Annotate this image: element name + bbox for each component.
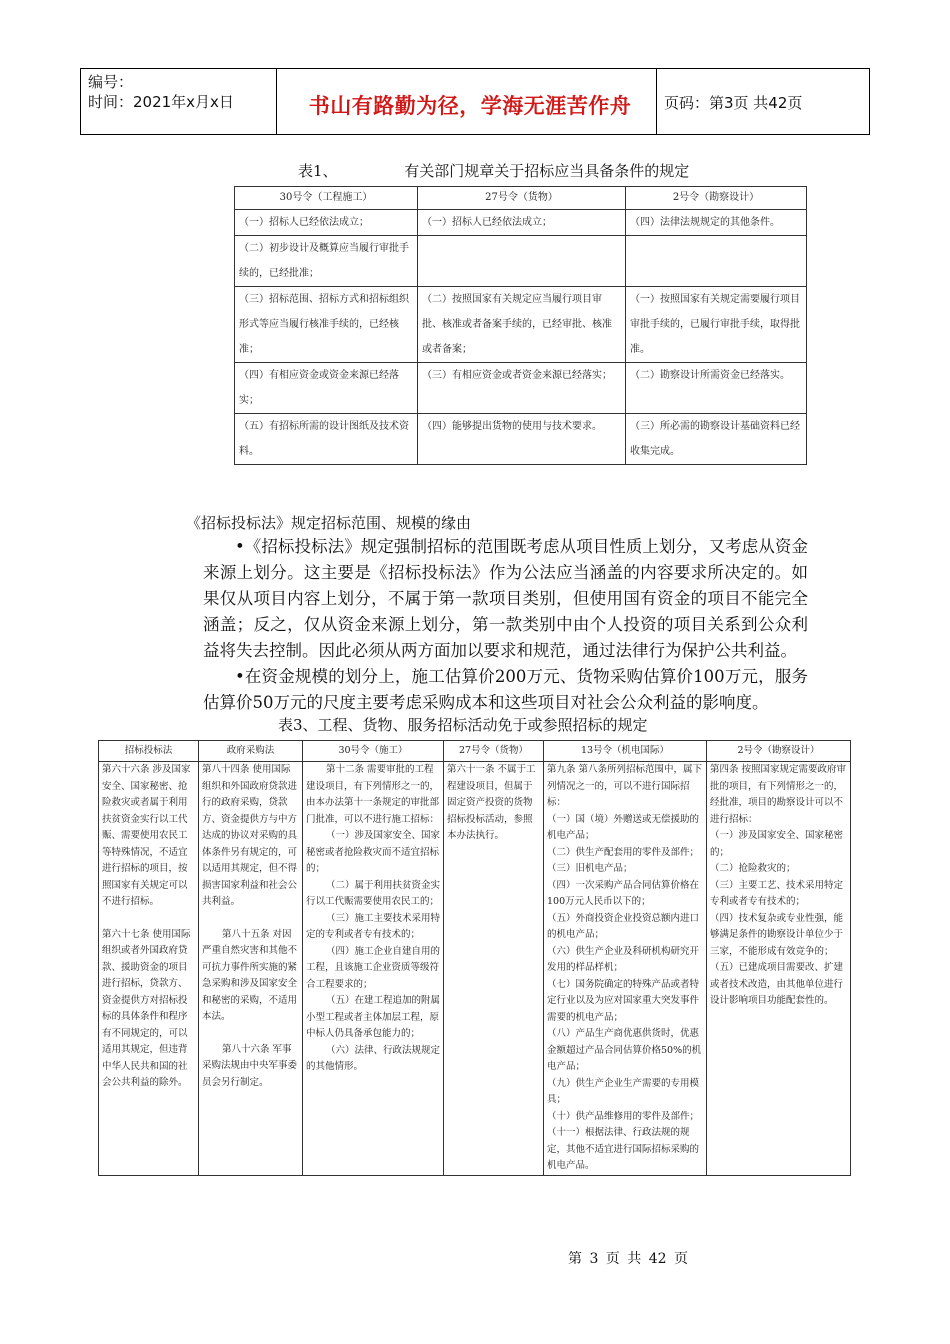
clause-text: （七）国务院确定的特殊产品或者特定行业以及为应对国家重大突发事件需要的机电产品； bbox=[547, 978, 700, 1023]
clause-text: （六）法律、行政法规规定的其他情形。 bbox=[306, 1044, 441, 1072]
clause-text: 第六十七条 使用国际组织或者外国政府贷款、援助资金的项目进行招标，贷款方、资金提供方对招标投标的具体条件和程序有不同规定的，可以适用其规定，但违背中华人民共和国的社会公共利益的除外。 bbox=[102, 928, 191, 1088]
header-bottom-rule bbox=[80, 134, 870, 135]
table1-cell bbox=[626, 236, 807, 287]
section-title: 《招标投标法》规定招标范围、规模的缘由 bbox=[186, 514, 472, 532]
clause-text: （五）在建工程追加的附属小型工程或者主体加层工程，原中标人仍具备承包能力的； bbox=[306, 995, 441, 1039]
page-footer: 第 3 页 共 42 页 bbox=[568, 1251, 688, 1267]
table1-row bbox=[235, 287, 807, 363]
clause-text: （一）涉及国家安全、国家秘密的； bbox=[710, 830, 844, 858]
table3-caption: 表3、工程、货物、服务招标活动免于或参照招标的规定 bbox=[278, 716, 648, 734]
spacer bbox=[202, 1026, 299, 1042]
table1-cell: （二）按照国家有关规定应当履行项目审批、核准或者备案手续的，已经审批、核准或者备案； bbox=[418, 287, 626, 363]
table3-header-row bbox=[99, 741, 851, 762]
table1-cell bbox=[418, 236, 626, 287]
header-motto: 书山有路勤为径，学海无涯苦作舟 bbox=[308, 94, 632, 118]
table1-header-row bbox=[235, 187, 807, 210]
clause-text: 第六十一条 不属于工程建设项目，但属于固定资产投资的货物招标投标活动，参照本办法执行。 bbox=[447, 764, 536, 841]
table3-cell-law bbox=[99, 762, 199, 1176]
table3-cell-order13 bbox=[544, 762, 707, 1176]
table1-cell: （三）有相应资金或者资金来源已经落实； bbox=[418, 363, 626, 414]
clause-text: （五）已建成项目需要改、扩建或者技术改造，由其他单位进行设计影响项目功能配套性的。 bbox=[710, 962, 844, 1006]
clause-text: （五）外商投资企业投资总额内进口的机电产品； bbox=[547, 912, 700, 940]
header-top-rule bbox=[80, 68, 870, 69]
table1-cell: （四）法律法规规定的其他条件。 bbox=[626, 210, 807, 236]
spacer bbox=[202, 911, 299, 927]
body-paragraph: •在资金规模的划分上，施工估算价200万元、货物采购估算价100万元，服务估算价50万元的尺度主要考虑采购成本和这些项目对社会公众利益的影响度。 bbox=[203, 667, 808, 712]
clause-text: （四）施工企业自建自用的工程，且该施工企业资质等级符合工程要求的； bbox=[306, 945, 441, 990]
clause-text: （一）国（境）外赠送或无偿援助的机电产品； bbox=[547, 813, 700, 841]
clause-text: （三）施工主要技术采用特定的专利或者专有技术的； bbox=[306, 912, 441, 940]
header-divider bbox=[869, 68, 870, 134]
clause-text: （九）供生产企业生产需要的专用模具； bbox=[547, 1077, 700, 1105]
body-paragraph: •《招标投标法》规定强制招标的范围既考虑从项目性质上划分，又考虑从资金来源上划分。这主要是《招标投标法》作为公法应当涵盖的内容要求所决定的。如果仅从项目内容上划分，不属于第一款项目类别，但使用国有资金的项目不能完全涵盖；反之，仅从资金来源上划分，第一款类别中由个人投资的项目关系到公众利益将失去控制。因此必须从两方面加以要求和规范，通过法律行为保护公共利益。 bbox=[203, 537, 808, 660]
clause-text: （十）供产品维修用的零件及部件； bbox=[547, 1110, 700, 1122]
clause-text: （六）供生产企业及科研机构研究开发用的样品样机； bbox=[547, 945, 700, 973]
clause-text: （三）旧机电产品； bbox=[547, 863, 633, 874]
table3-cell-order27 bbox=[444, 762, 544, 1176]
clause-text: 第九条 第八条所列招标范围中，属下列情况之一的，可以不进行国际招标： bbox=[547, 764, 703, 808]
table3 bbox=[98, 740, 851, 1176]
table1-cell: （一）招标人已经依法成立； bbox=[418, 210, 626, 236]
clause-text: （二）抢险救灾的； bbox=[710, 863, 796, 874]
clause-text: （一）涉及国家安全、国家秘密或者抢险救灾而不适宜招标的； bbox=[306, 830, 441, 874]
table1-row bbox=[235, 236, 807, 287]
header-meta bbox=[88, 72, 234, 112]
doc-time-label: 时间：2021年x月x日 bbox=[88, 93, 234, 111]
header-divider bbox=[276, 68, 277, 134]
table1-cell: （四）有相应资金或资金来源已经落实； bbox=[235, 363, 418, 414]
clause-text: （十一）根据法律、行政法规的规定，其他不适宜进行国际招标采购的机电产品。 bbox=[547, 1127, 700, 1171]
table3-header: 2号令（勘察设计） bbox=[707, 741, 851, 762]
section-body bbox=[203, 534, 808, 716]
header-divider bbox=[656, 68, 657, 134]
table1-cell: （四）能够提出货物的使用与技术要求。 bbox=[418, 414, 626, 465]
clause-text: （二）属于利用扶贫资金实行以工代赈需要使用农民工的； bbox=[306, 879, 441, 907]
clause-text: 第八十四条 使用国际组织和外国政府贷款进行的政府采购，贷款方、资金提供方与中方达成的协议对采购的具体条件另有规定的，可以适用其规定，但不得损害国家利益和社会公共利益。 bbox=[202, 764, 298, 907]
clause-text: 第八十五条 对因严重自然灾害和其他不可抗力事件所实施的紧急采购和涉及国家安全和秘密的采购，不适用本法。 bbox=[202, 928, 298, 1022]
clause-text: （二）供生产配套用的零件及部件； bbox=[547, 846, 700, 858]
table1-cell: （二）勘察设计所需资金已经落实。 bbox=[626, 363, 807, 414]
clause-text: 第六十六条 涉及国家安全、国家秘密、抢险救灾或者属于利用扶贫资金实行以工代赈、需要使用农民工等特殊情况，不适宜进行招标的项目，按照国家有关规定可以不进行招标。 bbox=[102, 764, 191, 907]
table1-header: 27号令（货物） bbox=[418, 187, 626, 210]
table1-row bbox=[235, 210, 807, 236]
table3-header: 政府采购法 bbox=[199, 741, 303, 762]
table1-cell: （一）按照国家有关规定需要履行项目审批手续的，已履行审批手续，取得批准。 bbox=[626, 287, 807, 363]
table1-cell: （二）初步设计及概算应当履行审批手续的，已经批准； bbox=[235, 236, 418, 287]
header-page-label: 页码：第3页 共42页 bbox=[664, 94, 803, 112]
table1-cell: （三）招标范围、招标方式和招标组织形式等应当履行核准手续的，已经核准； bbox=[235, 287, 418, 363]
table1-header: 2号令（勘察设计） bbox=[626, 187, 807, 210]
table3-cell-order2 bbox=[707, 762, 851, 1176]
table1-cell: （三）所必需的勘察设计基础资料已经收集完成。 bbox=[626, 414, 807, 465]
table1-row bbox=[235, 414, 807, 465]
table3-cell-order30 bbox=[303, 762, 444, 1176]
table3-header: 招标投标法 bbox=[99, 741, 199, 762]
table1-caption: 表1、 有关部门规章关于招标应当具备条件的规定 bbox=[298, 162, 690, 180]
clause-text: 第四条 按照国家规定需要政府审批的项目，有下列情形之一的，经批准，项目的勘察设计可以不进行招标： bbox=[710, 764, 847, 825]
table3-header: 13号令（机电国际） bbox=[544, 741, 707, 762]
table3-row bbox=[99, 762, 851, 1176]
spacer bbox=[102, 911, 195, 927]
header-divider bbox=[80, 68, 81, 134]
table3-header: 30号令（施工） bbox=[303, 741, 444, 762]
table1 bbox=[234, 186, 807, 465]
clause-text: （八）产品生产商优惠供货时，优惠金额超过产品合同估算价格50%的机电产品； bbox=[547, 1028, 702, 1072]
clause-text: （四）一次采购产品合同估算价格在100万元人民币以下的； bbox=[547, 879, 700, 907]
table1-row bbox=[235, 363, 807, 414]
table1-header: 30号令（工程施工） bbox=[235, 187, 418, 210]
clause-text: 第八十六条 军事采购法规由中央军事委员会另行制定。 bbox=[202, 1043, 298, 1088]
table3-header: 27号令（货物） bbox=[444, 741, 544, 762]
clause-text: （三）主要工艺、技术采用特定专利或者专有技术的； bbox=[710, 879, 844, 907]
clause-text: 第十二条 需要审批的工程建设项目，有下列情形之一的，由本办法第十一条规定的审批部门批准，可以不进行施工招标： bbox=[306, 764, 440, 825]
doc-number-label: 编号： bbox=[88, 73, 134, 91]
table3-cell-procurement-law bbox=[199, 762, 303, 1176]
table1-cell: （一）招标人已经依法成立； bbox=[235, 210, 418, 236]
table1-cell: （五）有招标所需的设计图纸及技术资料。 bbox=[235, 414, 418, 465]
clause-text: （四）技术复杂或专业性强，能够满足条件的勘察设计单位少于三家，不能形成有效竞争的； bbox=[710, 912, 844, 957]
